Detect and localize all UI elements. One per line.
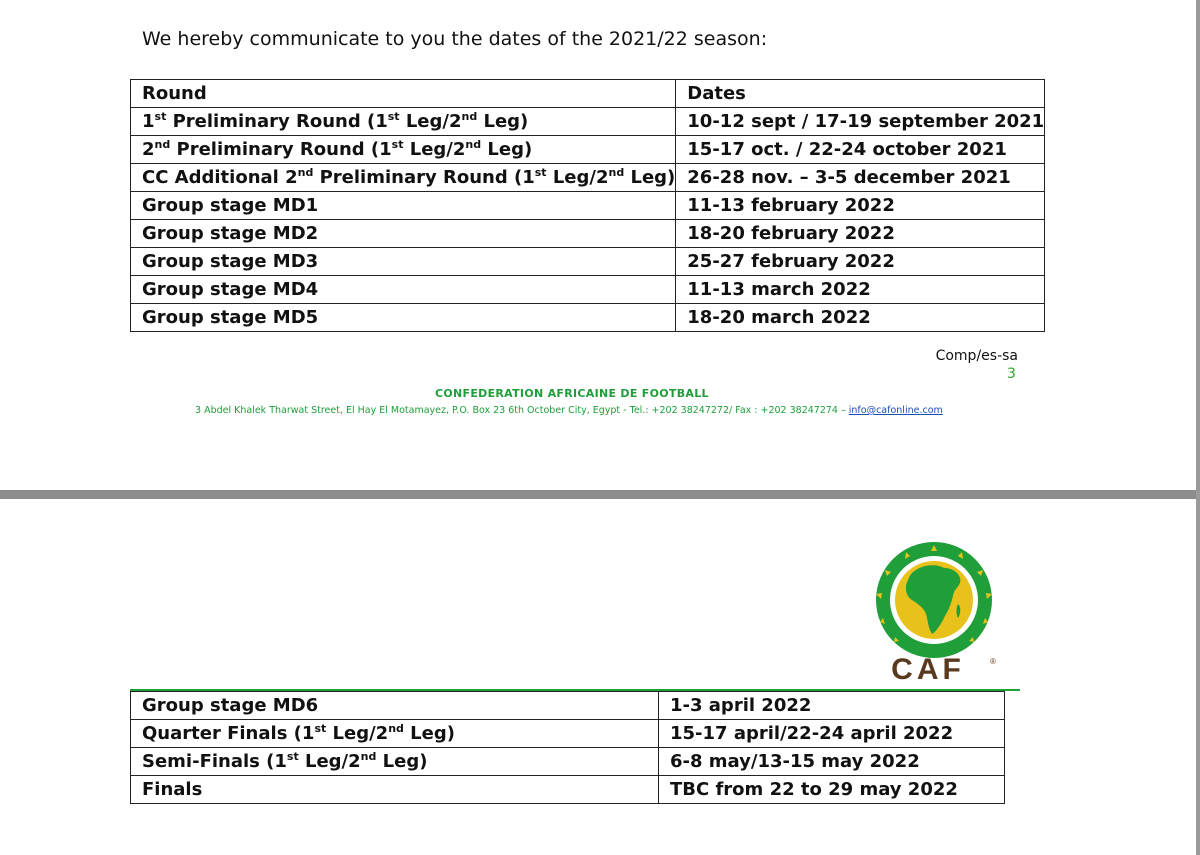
window-edge xyxy=(1196,0,1200,855)
document-reference: Comp/es-sa xyxy=(935,348,1018,364)
ordinal-suffix: nd xyxy=(608,166,625,179)
caf-emblem-icon xyxy=(876,542,992,658)
intro-text: We hereby communicate to you the dates of the 2021/22 season: xyxy=(142,28,768,50)
table-row xyxy=(131,220,1045,248)
dates-cell: 26-28 nov. – 3-5 december 2021 xyxy=(676,164,1045,192)
caf-logo-text: CAF xyxy=(891,653,965,684)
ordinal-suffix: nd xyxy=(360,750,377,763)
ordinal-suffix: nd xyxy=(388,722,404,735)
registered-mark: ® xyxy=(990,657,996,666)
round-cell: Quarter Finals (1st Leg/2nd Leg) xyxy=(131,720,659,748)
round-cell: Group stage MD5 xyxy=(131,304,676,332)
table-row xyxy=(131,164,1045,192)
ordinal-suffix: st xyxy=(534,166,547,179)
round-cell: 1st Preliminary Round (1st Leg/2nd Leg) xyxy=(131,108,676,136)
schedule-table xyxy=(130,79,1045,332)
table-row xyxy=(131,276,1045,304)
table-row xyxy=(131,136,1045,164)
ordinal-suffix: st xyxy=(387,110,400,123)
dates-cell: 25-27 february 2022 xyxy=(676,248,1045,276)
table-header-row xyxy=(131,80,1045,108)
caf-logo xyxy=(866,542,1002,684)
header-round: Round xyxy=(131,80,676,108)
table-row xyxy=(131,692,1005,720)
header-dates: Dates xyxy=(676,80,1045,108)
table-row xyxy=(131,776,1005,804)
schedule-table-continued xyxy=(130,691,1005,804)
dates-cell: 1-3 april 2022 xyxy=(659,692,1005,720)
dates-cell: 6-8 may/13-15 may 2022 xyxy=(659,748,1005,776)
ordinal-suffix: st xyxy=(286,750,299,763)
round-cell: Group stage MD3 xyxy=(131,248,676,276)
ordinal-suffix: nd xyxy=(465,138,482,151)
round-cell: 2nd Preliminary Round (1st Leg/2nd Leg) xyxy=(131,136,676,164)
table-row xyxy=(131,720,1005,748)
organization-name: CONFEDERATION AFRICAINE DE FOOTBALL xyxy=(435,387,709,400)
table-row xyxy=(131,248,1045,276)
dates-cell: 15-17 april/22-24 april 2022 xyxy=(659,720,1005,748)
round-cell: Group stage MD4 xyxy=(131,276,676,304)
email-link[interactable]: info@cafonline.com xyxy=(848,405,943,416)
page-divider xyxy=(0,490,1200,499)
dates-cell: 15-17 oct. / 22-24 october 2021 xyxy=(676,136,1045,164)
ordinal-suffix: nd xyxy=(297,166,314,179)
table-row xyxy=(131,304,1045,332)
address-text: 3 Abdel Khalek Tharwat Street, El Hay El Motamayez, P.O. Box 23 6th October City, Egypt - Tel.: +202 38247272/ Fax : +202 38247274 – xyxy=(195,405,849,416)
round-cell: Finals xyxy=(131,776,659,804)
table-row xyxy=(131,108,1045,136)
ordinal-suffix: nd xyxy=(154,138,171,151)
round-cell: CC Additional 2nd Preliminary Round (1st Leg/2nd Leg) xyxy=(131,164,676,192)
dates-cell: 18-20 march 2022 xyxy=(676,304,1045,332)
dates-cell: 10-12 sept / 17-19 september 2021 xyxy=(676,108,1045,136)
page-number: 3 xyxy=(1007,366,1016,382)
ordinal-suffix: st xyxy=(314,722,327,735)
ordinal-suffix: st xyxy=(391,138,404,151)
table-row xyxy=(131,192,1045,220)
dates-cell: TBC from 22 to 29 may 2022 xyxy=(659,776,1005,804)
round-cell: Semi-Finals (1st Leg/2nd Leg) xyxy=(131,748,659,776)
footer-address xyxy=(195,405,943,416)
round-cell: Group stage MD1 xyxy=(131,192,676,220)
dates-cell: 11-13 february 2022 xyxy=(676,192,1045,220)
table-row xyxy=(131,748,1005,776)
ordinal-suffix: st xyxy=(154,110,167,123)
ordinal-suffix: nd xyxy=(461,110,478,123)
round-cell: Group stage MD2 xyxy=(131,220,676,248)
round-cell: Group stage MD6 xyxy=(131,692,659,720)
dates-cell: 18-20 february 2022 xyxy=(676,220,1045,248)
dates-cell: 11-13 march 2022 xyxy=(676,276,1045,304)
